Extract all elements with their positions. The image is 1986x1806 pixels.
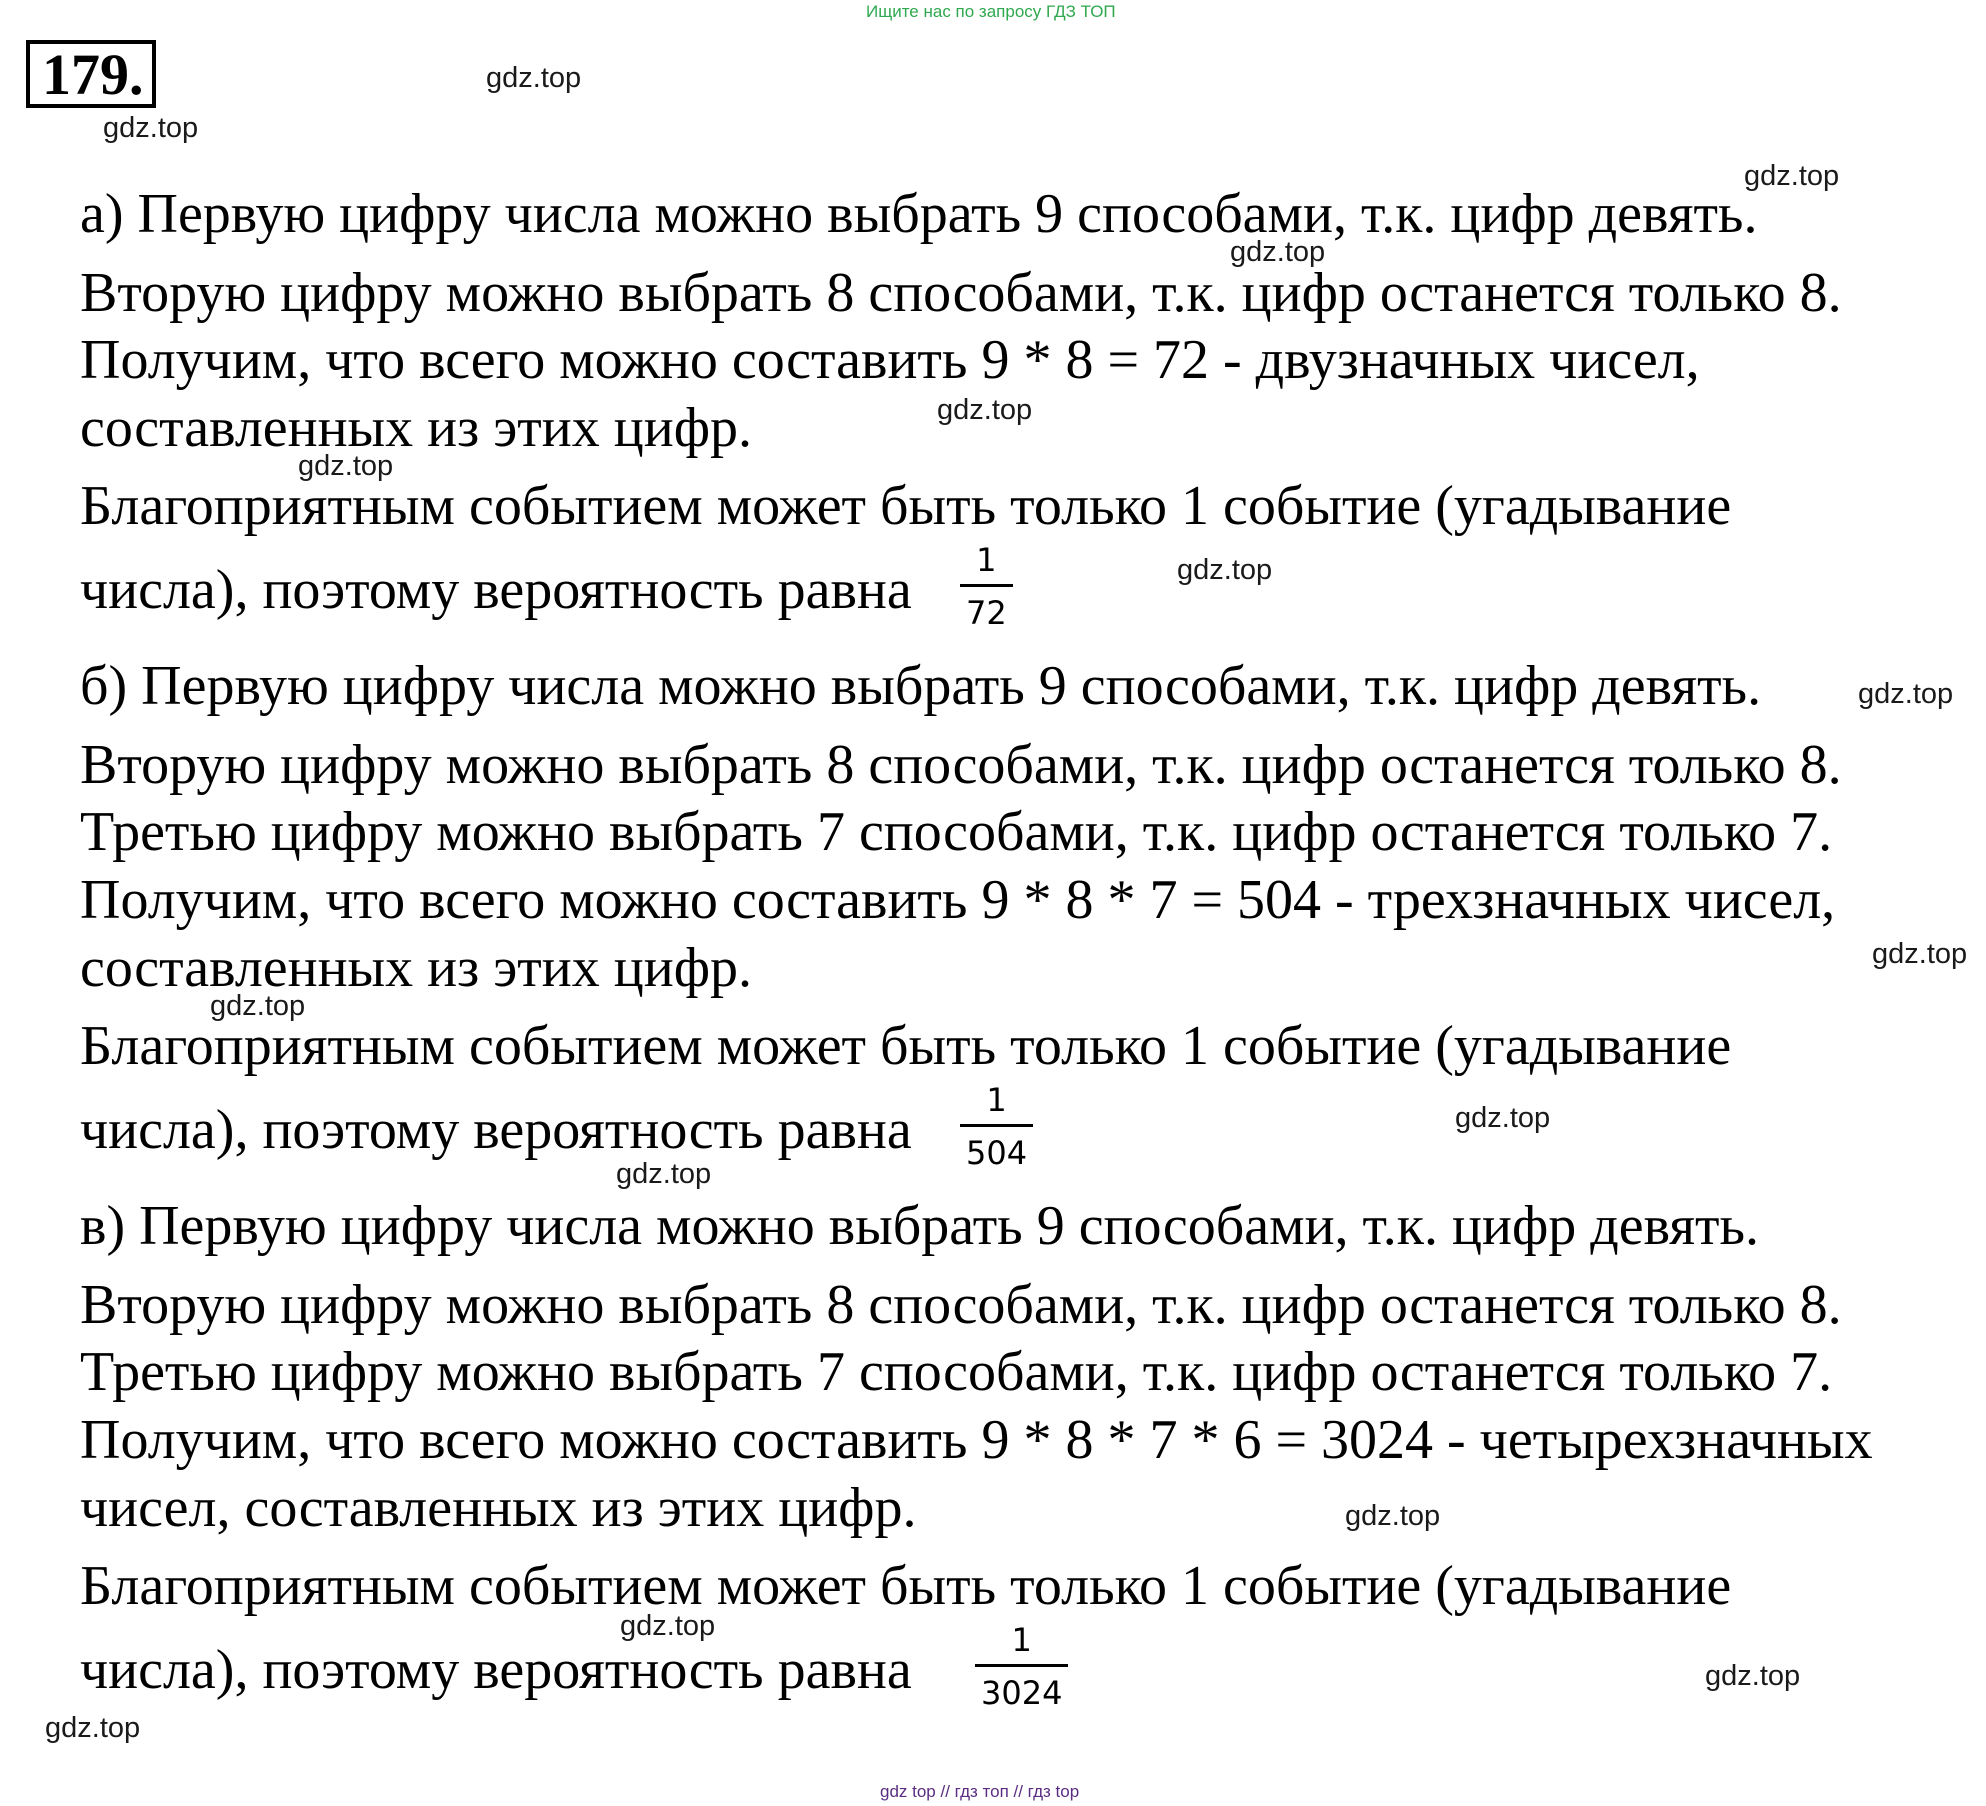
part-b-line-3: Третью цифру можно выбрать 7 способами, т.к. цифр останется только 7. <box>80 801 1833 863</box>
probability-fraction-b <box>960 1080 1033 1173</box>
watermark: gdz.top <box>1177 554 1273 586</box>
part-b-line-5: составленных из этих цифр. <box>80 937 752 999</box>
problem-number: 179. <box>26 40 156 108</box>
part-c-line-3: Третью цифру можно выбрать 7 способами, т.к. цифр останется только 7. <box>80 1341 1833 1403</box>
watermark: gdz.top <box>298 450 394 482</box>
part-c-line-6: Благоприятным событием может быть только 1 событие (угадывание <box>80 1555 1732 1617</box>
part-b-line-7: числа), поэтому вероятность равна <box>80 1099 912 1161</box>
part-a-line-3: Получим, что всего можно составить 9 * 8 = 72 - двузначных чисел, <box>80 329 1700 391</box>
watermark: gdz.top <box>937 394 1033 426</box>
part-b-line-6: Благоприятным событием может быть только 1 событие (угадывание <box>80 1015 1732 1077</box>
part-b-line-2: Вторую цифру можно выбрать 8 способами, т.к. цифр останется только 8. <box>80 734 1842 796</box>
part-c-line-2: Вторую цифру можно выбрать 8 способами, т.к. цифр останется только 8. <box>80 1274 1842 1336</box>
watermark: gdz.top <box>620 1610 716 1642</box>
footer-note: gdz top // гдз топ // гдз top <box>880 1782 1080 1801</box>
watermark: gdz.top <box>210 990 306 1022</box>
watermark: gdz.top <box>616 1158 712 1190</box>
part-c-line-7: числа), поэтому вероятность равна <box>80 1639 912 1701</box>
part-a-line-2: Вторую цифру можно выбрать 8 способами, т.к. цифр останется только 8. <box>80 262 1842 324</box>
part-b-line-1: б) Первую цифру числа можно выбрать 9 способами, т.к. цифр девять. <box>80 655 1762 717</box>
part-a-line-5: Благоприятным событием может быть только 1 событие (угадывание <box>80 475 1732 537</box>
watermark: gdz.top <box>103 112 199 144</box>
part-a-line-1: а) Первую цифру числа можно выбрать 9 способами, т.к. цифр девять. <box>80 183 1758 245</box>
fraction-denominator: 504 <box>960 1124 1033 1173</box>
watermark: gdz.top <box>1230 236 1326 268</box>
watermark: gdz.top <box>1345 1500 1441 1532</box>
probability-fraction-a <box>960 540 1013 633</box>
fraction-numerator: 1 <box>1011 1621 1032 1659</box>
fraction-numerator: 1 <box>986 1081 1007 1119</box>
part-c-line-4: Получим, что всего можно составить 9 * 8 * 7 * 6 = 3024 - четырехзначных <box>80 1409 1873 1471</box>
watermark: gdz.top <box>1455 1102 1551 1134</box>
part-a-line-6: числа), поэтому вероятность равна <box>80 559 912 621</box>
watermark: gdz.top <box>1872 938 1968 970</box>
fraction-numerator: 1 <box>976 541 997 579</box>
fraction-denominator: 72 <box>960 584 1013 633</box>
part-c-line-1: в) Первую цифру числа можно выбрать 9 способами, т.к. цифр девять. <box>80 1195 1760 1257</box>
header-note: Ищите нас по запросу ГДЗ ТОП <box>866 2 1116 21</box>
watermark: gdz.top <box>1744 160 1840 192</box>
watermark: gdz.top <box>1858 678 1954 710</box>
part-a-line-4: составленных из этих цифр. <box>80 397 752 459</box>
watermark: gdz.top <box>1705 1660 1801 1692</box>
watermark: gdz.top <box>486 62 582 94</box>
part-c-line-5: чисел, составленных из этих цифр. <box>80 1477 917 1539</box>
part-b-line-4: Получим, что всего можно составить 9 * 8 * 7 = 504 - трехзначных чисел, <box>80 869 1836 931</box>
fraction-denominator: 3024 <box>975 1664 1068 1713</box>
probability-fraction-c <box>975 1620 1068 1713</box>
watermark: gdz.top <box>45 1712 141 1744</box>
